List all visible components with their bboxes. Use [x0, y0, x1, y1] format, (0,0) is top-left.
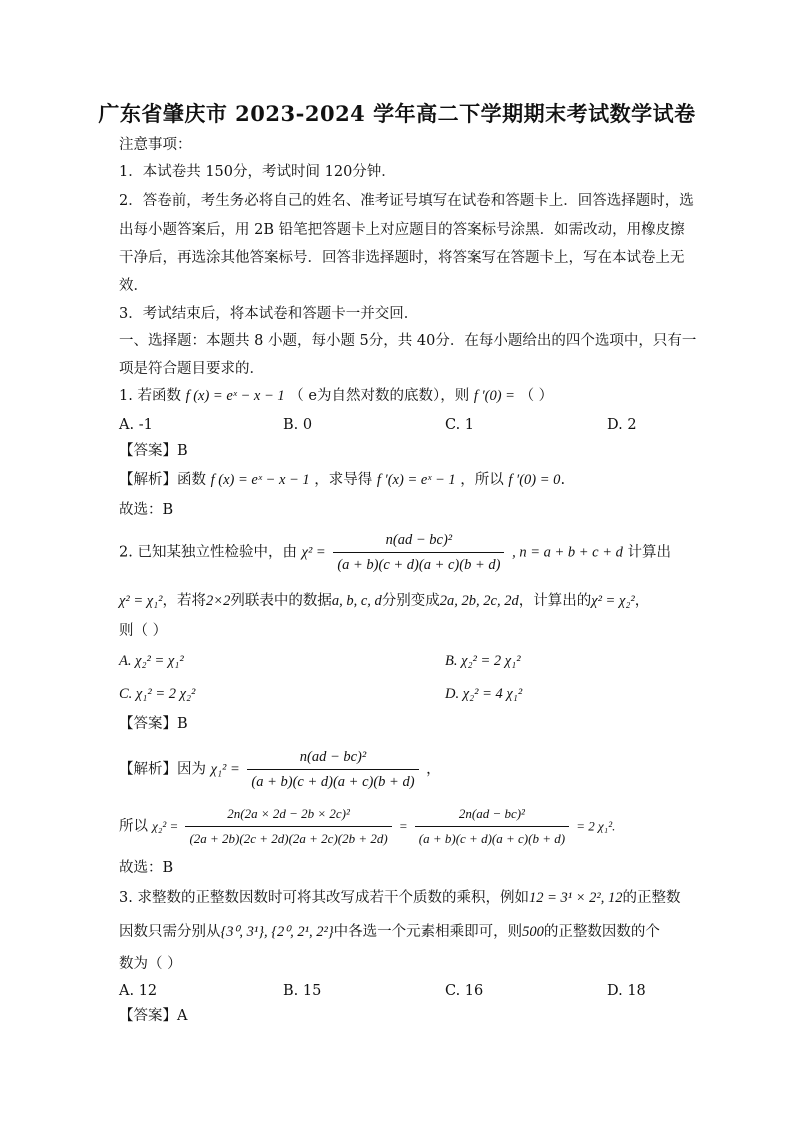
- q2-line2-b: ，若将: [162, 593, 207, 609]
- q2-line2-f: 分别变成: [381, 593, 440, 609]
- q2-option-a: A. χ₂² = χ₁²: [119, 653, 184, 669]
- q3-line1-pre: 3. 求整数的正整数因数时可将其改写成若干个质数的乘积，例如: [119, 890, 529, 906]
- q2-analysis: [119, 747, 441, 792]
- q1-analysis-derivative: f ′(x) = eˣ − 1: [376, 472, 456, 488]
- q3-line3: 数为（ ）: [119, 956, 182, 972]
- q2-so-result: = 2 χ₁².: [576, 818, 616, 834]
- q2-so-fraction2: [415, 804, 569, 849]
- page-title: 广东省肇庆市 2023-2024 学年高二下学期期末考试数学试卷: [98, 101, 696, 126]
- q2-analysis-denominator: (a + b)(c + d)(a + c)(b + d): [247, 769, 418, 792]
- q1-option-b: B. 0: [283, 417, 313, 433]
- q1-choose: 故选：B: [119, 502, 174, 518]
- q2-line2-newvars: 2a, 2b, 2c, 2d: [439, 593, 519, 609]
- q1-option-c: C. 1: [445, 417, 475, 433]
- q2-analysis-chi: χ₁² =: [210, 761, 240, 778]
- q3-line1-math: 12 = 3¹ × 2², 12: [528, 890, 623, 906]
- q3-option-c: C. 16: [445, 983, 484, 999]
- q2-line2-j: ，: [634, 593, 650, 609]
- q2-so-equals: =: [398, 818, 408, 834]
- q1-analysis-mid2: ，所以: [460, 472, 504, 488]
- note-2c: 干净后，再选涂其他答案标号．回答非选择题时，将答案写在答题卡上，写在本试卷上无: [119, 250, 685, 266]
- note-3: 3．考试结束后，将本试卷和答题卡一并交回．: [119, 306, 419, 322]
- q2-stem-pre: 2. 已知某独立性检验中，由: [119, 544, 297, 561]
- q1-ask: f ′(0) =: [473, 388, 515, 404]
- q2-fraction: [333, 530, 504, 575]
- q2-so-denominator1: (2a + 2b)(2c + 2d)(2a + 2c)(2b + 2d): [185, 826, 391, 849]
- q1-analysis-f: f (x) = eˣ − x − 1: [210, 472, 310, 488]
- q3-option-b: B. 15: [283, 983, 322, 999]
- q3-option-a: A. 12: [119, 983, 158, 999]
- q2-so-pre: 所以: [119, 818, 148, 835]
- q3-line1-post: 的正整数: [622, 890, 681, 906]
- q2-line2-table: 2×2: [206, 593, 231, 609]
- note-2b: 出每小题答案后，用 2B 铅笔把答题卡上对应题目的答案标号涂黑．如需改动，用橡皮擦: [119, 222, 685, 238]
- section-heading-a: 一、选择题：本题共 8 小题，每小题 5分，共 40分．在每小题给出的四个选项中，只有一: [119, 333, 697, 349]
- q2-so-numerator1: 2n(2a × 2d − 2b × 2c)²: [227, 806, 350, 821]
- q2-so-numerator2: 2n(ad − bc)²: [458, 806, 525, 821]
- q3-line2-sets: {3⁰, 3¹}, {2⁰, 2¹, 2²}: [220, 924, 334, 940]
- q1-function: f (x) = eˣ − x − 1: [185, 388, 285, 404]
- q2-fraction-denominator: (a + b)(c + d)(a + c)(b + d): [333, 552, 504, 575]
- q1-analysis: [119, 470, 565, 490]
- q1-stem-post: （ ）: [519, 388, 554, 404]
- q3-answer: 【答案】A: [119, 1008, 188, 1024]
- q3-line2-number: 500: [522, 924, 544, 940]
- q1-analysis-mid: ，求导得: [314, 472, 373, 488]
- q2-option-b: B. χ₂² = 2 χ₁²: [445, 653, 521, 669]
- q1-stem-mid: （ e为自然对数的底数），则: [289, 388, 470, 404]
- q2-so-fraction1: [185, 804, 391, 849]
- note-2d: 效．: [119, 278, 148, 294]
- q2-line2: [119, 591, 649, 611]
- q2-stem: [119, 530, 671, 575]
- q2-n-def: , n = a + b + c + d: [512, 544, 623, 561]
- q2-analysis-fraction: [247, 747, 418, 792]
- q2-option-d: D. χ₂² = 4 χ₁²: [445, 686, 523, 702]
- q2-fraction-numerator: n(ad − bc)²: [385, 532, 453, 548]
- q1-answer: 【答案】B: [119, 443, 188, 459]
- q2-answer: 【答案】B: [119, 716, 188, 732]
- q3-option-d: D. 18: [607, 983, 646, 999]
- q3-line2-post: 中各选一个元素相乘即可，则: [333, 924, 523, 940]
- q2-line2-chi2: χ² = χ₂²: [591, 593, 635, 609]
- q2-chi: χ² =: [301, 544, 326, 561]
- q2-analysis-numerator: n(ad − bc)²: [299, 749, 367, 765]
- q1-analysis-end: .: [560, 472, 566, 488]
- q3-line2-pre: 因数只需分别从: [119, 924, 221, 940]
- q1-stem-pre: 1. 若函数: [119, 388, 181, 404]
- q1-analysis-pre: 【解析】函数: [119, 472, 206, 488]
- q3-line1: [119, 888, 680, 908]
- q2-line2-h: ，计算出的: [518, 593, 592, 609]
- q1-analysis-result: f ′(0) = 0: [508, 472, 561, 488]
- q2-so-denominator2: (a + b)(c + d)(a + c)(b + d): [415, 826, 569, 849]
- notes-heading: 注意事项：: [119, 137, 192, 153]
- q3-line2: [119, 922, 660, 942]
- q2-line2-vars: a, b, c, d: [331, 593, 382, 609]
- q1-stem: [119, 386, 553, 406]
- note-2a: 2．答卷前，考生务必将自己的姓名、准考证号填写在试卷和答题卡上．回答选择题时，选: [119, 193, 694, 209]
- q2-choose: 故选：B: [119, 860, 174, 876]
- q1-option-d: D. 2: [607, 417, 637, 433]
- q2-line2-chi: χ² = χ₁²: [119, 593, 163, 609]
- q2-option-c: C. χ₁² = 2 χ₂²: [119, 686, 196, 702]
- q2-analysis-pre: 【解析】因为: [119, 761, 206, 778]
- q2-so-chi: χ₂² =: [152, 818, 179, 834]
- q2-stem-post: 计算出: [627, 544, 671, 561]
- q2-derivation: [119, 804, 615, 849]
- q2-line3: 则（ ）: [119, 623, 168, 639]
- q2-analysis-end: ，: [426, 761, 441, 778]
- q2-line2-d: 列联表中的数据: [230, 593, 332, 609]
- q3-line2-end: 的正整数因数的个: [543, 924, 660, 940]
- section-heading-b: 项是符合题目要求的．: [119, 361, 264, 377]
- note-1: 1．本试卷共 150分，考试时间 120分钟．: [119, 164, 396, 180]
- q1-option-a: A. -1: [119, 417, 153, 433]
